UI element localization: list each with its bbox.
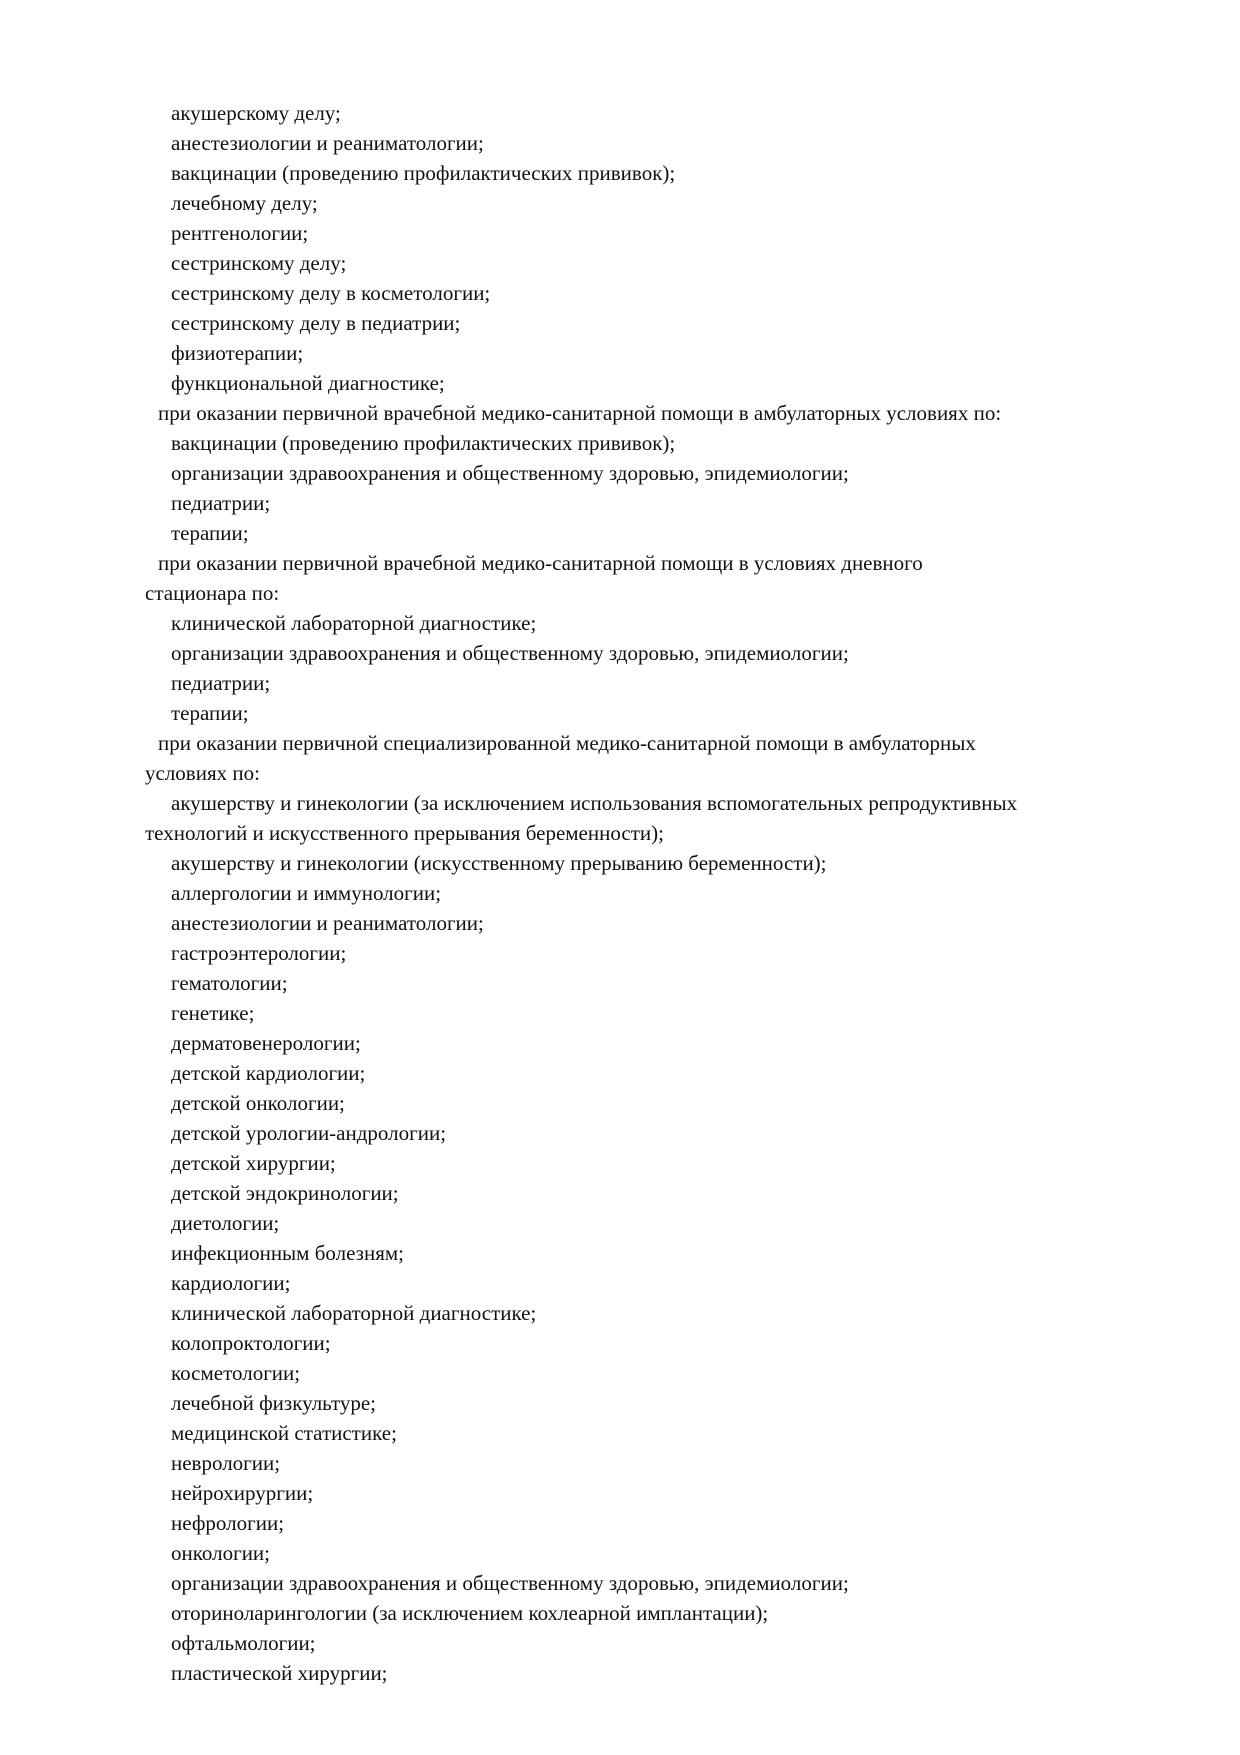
list-item: организации здравоохранения и общественному здоровью, эпидемиологии; <box>171 1571 849 1595</box>
list-item: функциональной диагностике; <box>171 371 445 395</box>
list-item: организации здравоохранения и общественному здоровью, эпидемиологии; <box>171 461 849 485</box>
list-item: лечебному делу; <box>171 191 318 215</box>
document-page <box>0 98 1240 1688</box>
list-item: онкологии; <box>171 1541 271 1565</box>
list-item: нейрохирургии; <box>171 1481 314 1505</box>
list-item: детской хирургии; <box>171 1151 336 1175</box>
section-heading-line: при оказании первичной специализированной медико-санитарной помощи в амбулаторных <box>158 731 976 755</box>
list-item: инфекционным болезням; <box>171 1241 404 1265</box>
list-item: дерматовенерологии; <box>171 1031 361 1055</box>
list-item: анестезиологии и реаниматологии; <box>171 911 484 935</box>
list-item: диетологии; <box>171 1211 280 1235</box>
list-item: кардиологии; <box>171 1271 291 1295</box>
list-item: гастроэнтерологии; <box>171 941 347 965</box>
section-heading-line: при оказании первичной врачебной медико-санитарной помощи в условиях дневного <box>158 551 923 575</box>
list-item: детской онкологии; <box>171 1091 345 1115</box>
list-item: нефрологии; <box>171 1511 285 1535</box>
list-item: анестезиологии и реаниматологии; <box>171 131 484 155</box>
list-item: педиатрии; <box>171 671 271 695</box>
list-item: детской кардиологии; <box>171 1061 366 1085</box>
list-item: сестринскому делу; <box>171 251 347 275</box>
list-item: колопроктологии; <box>171 1331 331 1355</box>
list-item: детской эндокринологии; <box>171 1181 399 1205</box>
list-item: аллергологии и иммунологии; <box>171 881 442 905</box>
list-item: косметологии; <box>171 1361 301 1385</box>
section-heading-line: при оказании первичной врачебной медико-санитарной помощи в амбулаторных условиях по: <box>158 401 1002 425</box>
list-item: пластической хирургии; <box>171 1661 388 1685</box>
continuation-line: стационара по: <box>145 581 280 605</box>
list-item: педиатрии; <box>171 491 271 515</box>
list-item: детской урологии-андрологии; <box>171 1121 447 1145</box>
list-item: генетике; <box>171 1001 255 1025</box>
list-item: терапии; <box>171 521 249 545</box>
list-item: физиотерапии; <box>171 341 304 365</box>
list-item: вакцинации (проведению профилактических прививок); <box>171 161 676 185</box>
list-item: клинической лабораторной диагностике; <box>171 611 537 635</box>
list-item: терапии; <box>171 701 249 725</box>
list-item: гематологии; <box>171 971 288 995</box>
continuation-line: технологий и искусственного прерывания беременности); <box>145 821 664 845</box>
list-item: акушерству и гинекологии (искусственному прерыванию беременности); <box>171 851 827 875</box>
list-item: рентгенологии; <box>171 221 309 245</box>
list-item: сестринскому делу в косметологии; <box>171 281 491 305</box>
list-item: акушерству и гинекологии (за исключением использования вспомогательных репродуктивных <box>171 791 1018 815</box>
list-item: сестринскому делу в педиатрии; <box>171 311 461 335</box>
list-item: акушерскому делу; <box>171 101 341 125</box>
list-item: неврологии; <box>171 1451 281 1475</box>
list-item: лечебной физкультуре; <box>171 1391 377 1415</box>
list-item: оториноларингологии (за исключением кохлеарной имплантации); <box>171 1601 769 1625</box>
list-item: клинической лабораторной диагностике; <box>171 1301 537 1325</box>
list-item: организации здравоохранения и общественному здоровью, эпидемиологии; <box>171 641 849 665</box>
continuation-line: условиях по: <box>145 761 260 785</box>
list-item: офтальмологии; <box>171 1631 316 1655</box>
list-item: вакцинации (проведению профилактических прививок); <box>171 431 676 455</box>
list-item: медицинской статистике; <box>171 1421 397 1445</box>
